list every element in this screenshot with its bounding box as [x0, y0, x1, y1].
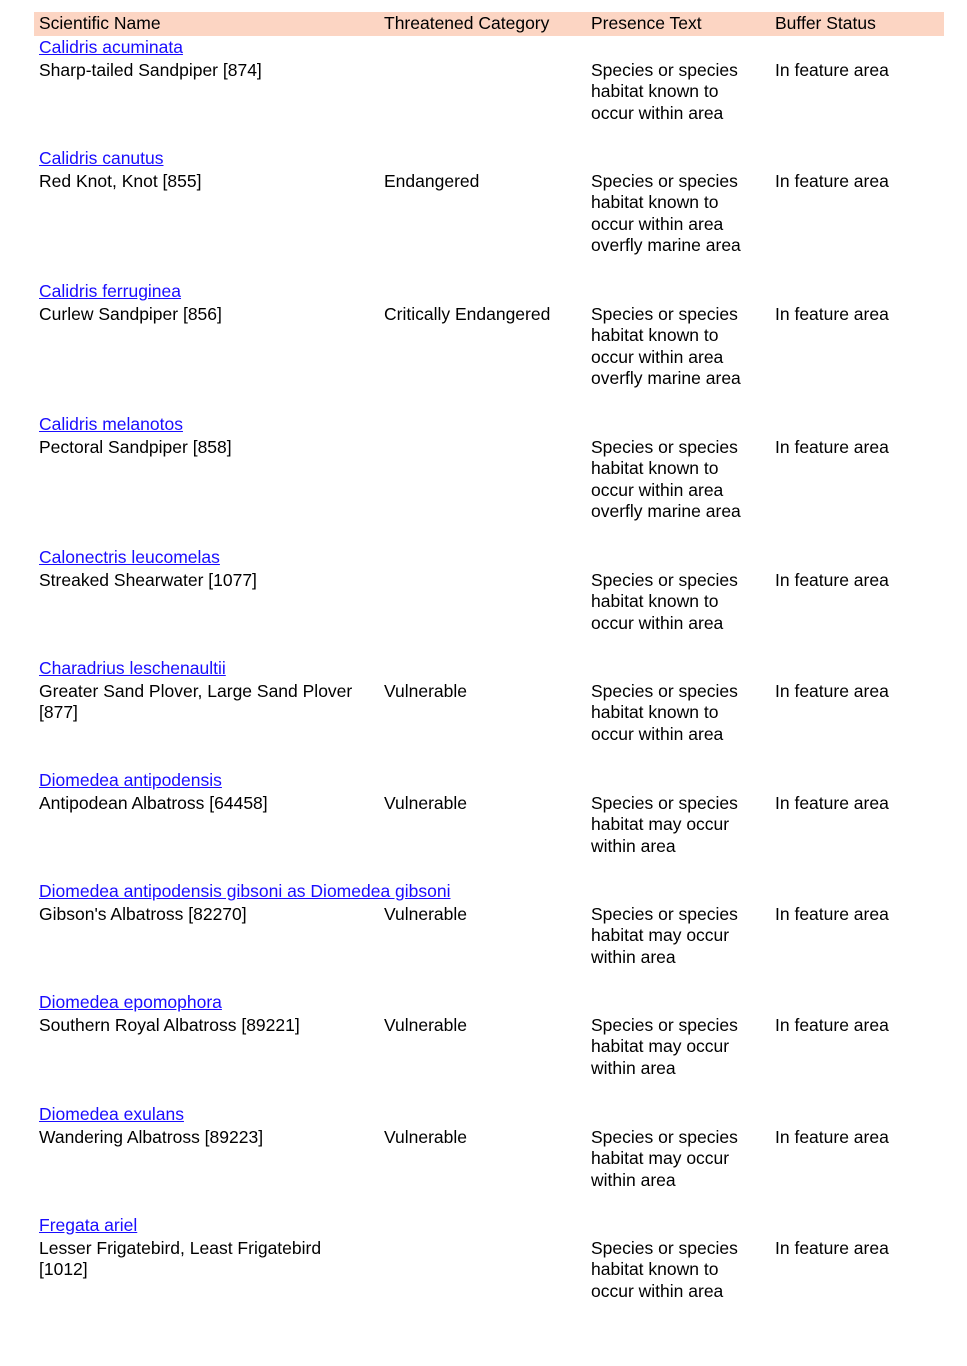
presence-line: habitat known to	[591, 591, 719, 612]
presence-line: Species or species	[591, 60, 738, 80]
scientific-name-link[interactable]: Fregata ariel	[39, 1215, 138, 1235]
presence-line: habitat known to	[591, 702, 719, 723]
presence-text	[591, 570, 763, 634]
buffer-status: In feature area	[775, 437, 889, 457]
presence-line: habitat may occur	[591, 1036, 730, 1057]
common-name: Red Knot, Knot [855]	[39, 171, 202, 191]
presence-line: overfly marine area	[591, 500, 741, 521]
buffer-status: In feature area	[775, 1238, 889, 1258]
column-header-threatened-category: Threatened Category	[384, 13, 550, 33]
common-name-line: [877]	[39, 702, 78, 723]
common-name	[39, 1238, 379, 1281]
presence-text	[591, 793, 763, 857]
presence-line: Species or species	[591, 681, 738, 701]
presence-line: occur within area	[591, 213, 724, 234]
scientific-name-link[interactable]: Diomedea exulans	[39, 1104, 184, 1124]
common-name: Wandering Albatross [89223]	[39, 1127, 264, 1147]
common-name: Curlew Sandpiper [856]	[39, 304, 222, 324]
presence-line: Species or species	[591, 1127, 738, 1147]
common-name: Streaked Shearwater [1077]	[39, 570, 257, 590]
presence-line: within area	[591, 946, 676, 967]
presence-text	[591, 904, 763, 968]
presence-line: within area	[591, 1057, 676, 1078]
presence-line: within area	[591, 1169, 676, 1190]
threatened-category: Vulnerable	[384, 1127, 468, 1147]
table-header	[34, 12, 944, 36]
threatened-category: Vulnerable	[384, 1015, 468, 1035]
scientific-name-link[interactable]: Diomedea epomophora	[39, 992, 222, 1012]
column-header-buffer-status: Buffer Status	[775, 13, 876, 33]
presence-line: overfly marine area	[591, 367, 741, 388]
buffer-status: In feature area	[775, 1015, 889, 1035]
scientific-name-link[interactable]: Calidris melanotos	[39, 414, 183, 434]
threatened-category: Vulnerable	[384, 904, 468, 924]
buffer-status: In feature area	[775, 570, 889, 590]
scientific-name-link[interactable]: Diomedea antipodensis gibsoni as Diomedea gibsoni	[39, 881, 451, 901]
presence-line: occur within area	[591, 479, 724, 500]
common-name: Antipodean Albatross [64458]	[39, 793, 268, 813]
presence-line: occur within area	[591, 346, 724, 367]
presence-line: habitat may occur	[591, 814, 730, 835]
presence-line: Species or species	[591, 793, 738, 813]
presence-line: Species or species	[591, 1015, 738, 1035]
presence-text	[591, 60, 763, 124]
presence-text	[591, 1238, 763, 1302]
presence-line: within area	[591, 835, 676, 856]
presence-text	[591, 171, 763, 256]
buffer-status: In feature area	[775, 904, 889, 924]
buffer-status: In feature area	[775, 304, 889, 324]
scientific-name-link[interactable]: Diomedea antipodensis	[39, 770, 222, 790]
common-name: Sharp-tailed Sandpiper [874]	[39, 60, 262, 80]
buffer-status: In feature area	[775, 681, 889, 701]
presence-line: habitat may occur	[591, 1148, 730, 1169]
scientific-name-link[interactable]: Calonectris leucomelas	[39, 547, 220, 567]
scientific-name-link[interactable]: Calidris ferruginea	[39, 281, 182, 301]
presence-line: occur within area	[591, 1280, 724, 1301]
presence-line: occur within area	[591, 102, 724, 123]
buffer-status: In feature area	[775, 171, 889, 191]
presence-line: habitat known to	[591, 458, 719, 479]
presence-line: Species or species	[591, 1238, 738, 1258]
column-header-presence-text: Presence Text	[591, 13, 702, 33]
presence-text	[591, 437, 763, 522]
common-name-line: Lesser Frigatebird, Least Frigatebird	[39, 1238, 322, 1258]
threatened-category: Critically Endangered	[384, 304, 551, 324]
common-name: Pectoral Sandpiper [858]	[39, 437, 232, 457]
scientific-name-link[interactable]: Calidris acuminata	[39, 37, 183, 57]
scientific-name-link[interactable]: Charadrius leschenaultii	[39, 658, 226, 678]
column-header-scientific-name: Scientific Name	[39, 13, 161, 33]
presence-line: occur within area	[591, 723, 724, 744]
presence-line: habitat known to	[591, 1259, 719, 1280]
presence-line: habitat known to	[591, 192, 719, 213]
buffer-status: In feature area	[775, 1127, 889, 1147]
presence-line: habitat known to	[591, 81, 719, 102]
presence-line: overfly marine area	[591, 234, 741, 255]
presence-text	[591, 1015, 763, 1079]
threatened-category: Vulnerable	[384, 793, 468, 813]
common-name: Gibson's Albatross [82270]	[39, 904, 247, 924]
presence-line: Species or species	[591, 904, 738, 924]
threatened-category: Endangered	[384, 171, 480, 191]
presence-line: habitat known to	[591, 325, 719, 346]
threatened-category: Vulnerable	[384, 681, 468, 701]
presence-line: habitat may occur	[591, 925, 730, 946]
buffer-status: In feature area	[775, 793, 889, 813]
presence-line: Species or species	[591, 437, 738, 457]
scientific-name-link[interactable]: Calidris canutus	[39, 148, 164, 168]
presence-line: occur within area	[591, 612, 724, 633]
common-name: Southern Royal Albatross [89221]	[39, 1015, 300, 1035]
presence-line: Species or species	[591, 304, 738, 324]
presence-line: Species or species	[591, 570, 738, 590]
presence-line: Species or species	[591, 171, 738, 191]
presence-text	[591, 681, 763, 745]
presence-text	[591, 1127, 763, 1191]
common-name-line: Greater Sand Plover, Large Sand Plover	[39, 681, 353, 701]
common-name	[39, 681, 379, 724]
common-name-line: [1012]	[39, 1259, 88, 1280]
buffer-status: In feature area	[775, 60, 889, 80]
presence-text	[591, 304, 763, 389]
